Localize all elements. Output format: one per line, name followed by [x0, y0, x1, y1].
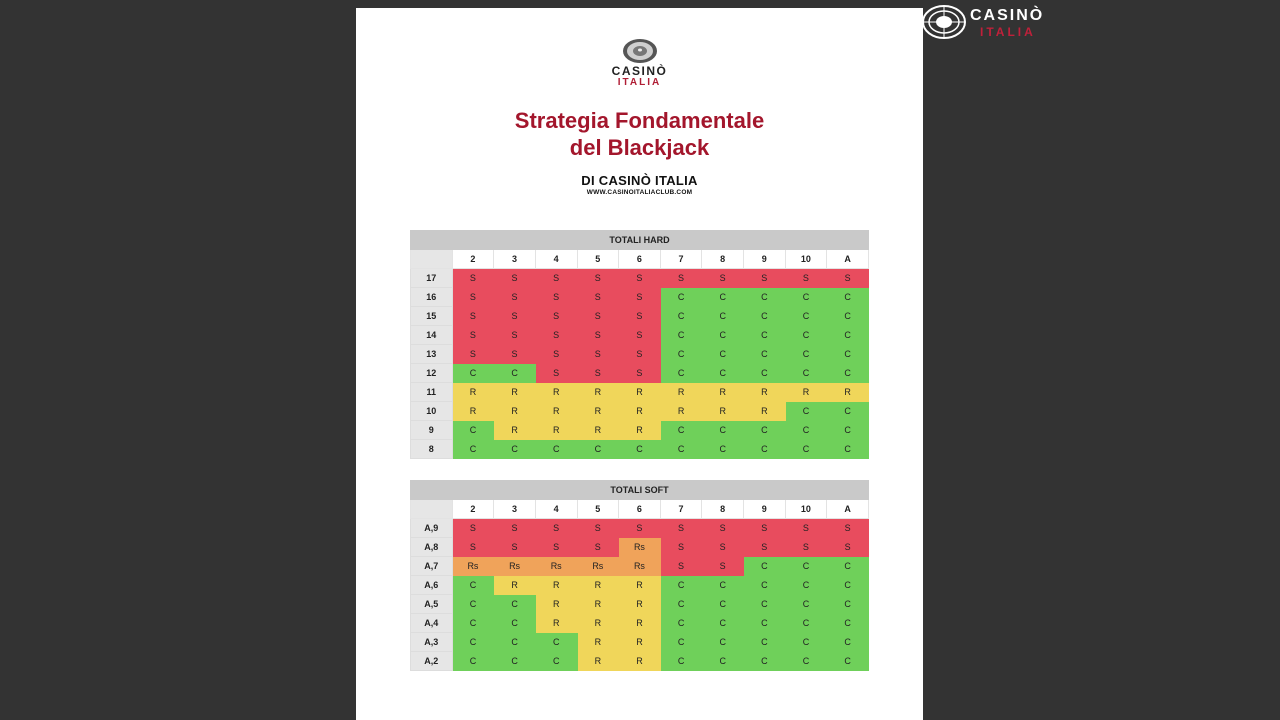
column-header: 5	[577, 500, 619, 519]
strategy-cell: S	[494, 307, 536, 326]
strategy-cell: C	[660, 633, 702, 652]
strategy-cell: C	[827, 652, 869, 671]
strategy-cell: S	[785, 538, 827, 557]
strategy-cell: C	[744, 576, 786, 595]
strategy-cell: C	[619, 440, 661, 459]
strategy-cell: S	[744, 269, 786, 288]
strategy-cell: C	[785, 576, 827, 595]
column-header: 2	[452, 500, 494, 519]
strategy-cell: S	[452, 538, 494, 557]
strategy-cell: R	[577, 652, 619, 671]
column-header: A	[827, 500, 869, 519]
row-label: 12	[411, 364, 453, 383]
strategy-cell: C	[494, 614, 536, 633]
strategy-cell: S	[452, 519, 494, 538]
strategy-cell: C	[494, 633, 536, 652]
table-row	[411, 307, 869, 326]
strategy-cell: C	[660, 307, 702, 326]
table-row	[411, 421, 869, 440]
table-row	[411, 652, 869, 671]
strategy-cell: S	[535, 538, 577, 557]
column-header: 3	[494, 250, 536, 269]
strategy-cell: C	[827, 402, 869, 421]
strategy-cell: R	[785, 383, 827, 402]
strategy-cell: S	[535, 269, 577, 288]
strategy-cell: S	[452, 326, 494, 345]
strategy-cell: R	[577, 595, 619, 614]
document-byline: DI CASINÒ ITALIA	[581, 173, 698, 188]
strategy-cell: S	[827, 519, 869, 538]
strategy-cell: R	[452, 402, 494, 421]
table-corner	[411, 250, 453, 269]
column-header: 10	[785, 250, 827, 269]
strategy-cell: S	[494, 345, 536, 364]
strategy-cell: C	[702, 421, 744, 440]
row-label: 16	[411, 288, 453, 307]
strategy-cell: S	[619, 326, 661, 345]
table-row	[411, 538, 869, 557]
strategy-cell: C	[785, 595, 827, 614]
strategy-cell: C	[452, 440, 494, 459]
strategy-cell: C	[452, 633, 494, 652]
strategy-cell: R	[660, 402, 702, 421]
strategy-cell: S	[452, 345, 494, 364]
table-title: TOTALI HARD	[411, 231, 869, 250]
strategy-cell: C	[827, 595, 869, 614]
strategy-cell: C	[660, 421, 702, 440]
strategy-cell: C	[702, 614, 744, 633]
strategy-cell: S	[660, 557, 702, 576]
strategy-cell: S	[494, 538, 536, 557]
strategy-cell: C	[744, 326, 786, 345]
table-row	[411, 326, 869, 345]
strategy-cell: C	[702, 345, 744, 364]
strategy-cell: C	[827, 345, 869, 364]
column-header: 8	[702, 250, 744, 269]
row-label: 13	[411, 345, 453, 364]
strategy-cell: C	[744, 557, 786, 576]
strategy-cell: C	[660, 326, 702, 345]
strategy-cell: S	[452, 307, 494, 326]
strategy-cell: C	[660, 576, 702, 595]
strategy-cell: C	[660, 614, 702, 633]
row-label: 10	[411, 402, 453, 421]
row-label: A,5	[411, 595, 453, 614]
strategy-cell: C	[785, 440, 827, 459]
strategy-cell: C	[744, 345, 786, 364]
strategy-cell: S	[702, 269, 744, 288]
strategy-cell: C	[660, 440, 702, 459]
strategy-cell: C	[744, 364, 786, 383]
strategy-cell: C	[827, 576, 869, 595]
column-header: 9	[744, 250, 786, 269]
document-logo-brand-top: CASINÒ	[611, 64, 668, 78]
table-row	[411, 269, 869, 288]
strategy-cell: C	[785, 307, 827, 326]
column-header: 9	[744, 500, 786, 519]
column-header: 6	[619, 250, 661, 269]
strategy-cell: C	[535, 652, 577, 671]
strategy-cell: C	[785, 557, 827, 576]
strategy-cell: C	[744, 288, 786, 307]
strategy-cell: S	[494, 269, 536, 288]
strategy-cell: C	[744, 614, 786, 633]
strategy-cell: C	[827, 288, 869, 307]
strategy-cell: C	[494, 595, 536, 614]
strategy-cell: C	[702, 288, 744, 307]
document-title-line1: Strategia Fondamentale	[514, 108, 765, 133]
strategy-cell: R	[535, 383, 577, 402]
column-header: 4	[535, 250, 577, 269]
strategy-cell: C	[744, 421, 786, 440]
strategy-cell: S	[785, 519, 827, 538]
strategy-cell: C	[785, 402, 827, 421]
strategy-cell: S	[577, 345, 619, 364]
strategy-cell: C	[535, 633, 577, 652]
strategy-cell: C	[452, 652, 494, 671]
strategy-cell: C	[660, 345, 702, 364]
row-label: 14	[411, 326, 453, 345]
strategy-cell: C	[827, 364, 869, 383]
column-header: 6	[619, 500, 661, 519]
strategy-cell: R	[827, 383, 869, 402]
corner-logo-brand-top: CASINÒ	[970, 7, 1045, 24]
strategy-cell: R	[494, 576, 536, 595]
row-label: 8	[411, 440, 453, 459]
strategy-cell: S	[577, 269, 619, 288]
document-logo	[356, 38, 923, 88]
strategy-cell: C	[702, 326, 744, 345]
strategy-cell: R	[535, 614, 577, 633]
strategy-cell: S	[619, 519, 661, 538]
strategy-cell: C	[827, 326, 869, 345]
strategy-cell: R	[619, 421, 661, 440]
strategy-cell: C	[702, 576, 744, 595]
column-header: 10	[785, 500, 827, 519]
strategy-cell: C	[452, 421, 494, 440]
strategy-cell: Rs	[619, 557, 661, 576]
column-header: 7	[660, 250, 702, 269]
row-label: A,6	[411, 576, 453, 595]
strategy-cell: R	[494, 383, 536, 402]
strategy-cell: C	[702, 307, 744, 326]
corner-logo-brand-bottom: ITALIA	[980, 25, 1036, 39]
strategy-cell: R	[452, 383, 494, 402]
table-row	[411, 345, 869, 364]
strategy-cell: R	[619, 614, 661, 633]
soft-totals-table	[410, 480, 869, 671]
strategy-cell: C	[494, 440, 536, 459]
document-url: WWW.CASINOITALIACLUB.COM	[586, 189, 693, 196]
strategy-cell: R	[744, 383, 786, 402]
strategy-cell: C	[827, 557, 869, 576]
strategy-cell: C	[660, 288, 702, 307]
table-row	[411, 595, 869, 614]
column-header: 3	[494, 500, 536, 519]
column-header: 7	[660, 500, 702, 519]
strategy-cell: C	[744, 440, 786, 459]
strategy-cell: Rs	[619, 538, 661, 557]
strategy-cell: C	[702, 652, 744, 671]
strategy-cell: C	[744, 595, 786, 614]
row-label: 9	[411, 421, 453, 440]
strategy-cell: S	[577, 538, 619, 557]
table-row	[411, 576, 869, 595]
table-row	[411, 519, 869, 538]
strategy-cell: C	[785, 326, 827, 345]
strategy-cell: S	[619, 269, 661, 288]
strategy-cell: C	[660, 652, 702, 671]
strategy-cell: S	[577, 288, 619, 307]
strategy-cell: C	[827, 614, 869, 633]
strategy-cell: S	[494, 288, 536, 307]
strategy-cell: S	[619, 288, 661, 307]
table-row	[411, 364, 869, 383]
strategy-cell: R	[702, 402, 744, 421]
row-label: A,9	[411, 519, 453, 538]
strategy-cell: S	[660, 519, 702, 538]
strategy-cell: Rs	[577, 557, 619, 576]
strategy-cell: R	[619, 595, 661, 614]
strategy-cell: S	[494, 326, 536, 345]
strategy-cell: R	[744, 402, 786, 421]
strategy-cell: C	[702, 440, 744, 459]
corner-logo	[922, 4, 1052, 40]
strategy-cell: C	[452, 364, 494, 383]
column-header: 8	[702, 500, 744, 519]
strategy-cell: R	[577, 633, 619, 652]
strategy-cell: R	[619, 652, 661, 671]
strategy-cell: C	[827, 440, 869, 459]
strategy-cell: R	[619, 633, 661, 652]
strategy-cell: S	[577, 519, 619, 538]
table-row	[411, 383, 869, 402]
strategy-cell: C	[744, 307, 786, 326]
strategy-cell: S	[535, 519, 577, 538]
strategy-cell: R	[494, 421, 536, 440]
table-row	[411, 440, 869, 459]
strategy-cell: R	[660, 383, 702, 402]
column-header: 4	[535, 500, 577, 519]
row-label: A,8	[411, 538, 453, 557]
strategy-cell: C	[452, 614, 494, 633]
strategy-cell: C	[827, 307, 869, 326]
table-row	[411, 288, 869, 307]
strategy-cell: S	[535, 364, 577, 383]
strategy-cell: C	[785, 345, 827, 364]
strategy-cell: S	[827, 269, 869, 288]
strategy-cell: C	[702, 633, 744, 652]
table-row	[411, 557, 869, 576]
document-title	[356, 107, 923, 161]
strategy-cell: C	[452, 576, 494, 595]
strategy-cell: C	[785, 614, 827, 633]
strategy-cell: S	[619, 307, 661, 326]
strategy-cell: S	[535, 307, 577, 326]
table-row	[411, 633, 869, 652]
strategy-cell: C	[535, 440, 577, 459]
strategy-cell: S	[827, 538, 869, 557]
strategy-cell: C	[785, 421, 827, 440]
row-label: A,4	[411, 614, 453, 633]
strategy-cell: C	[452, 595, 494, 614]
strategy-cell: R	[535, 402, 577, 421]
strategy-cell: R	[577, 576, 619, 595]
strategy-cell: R	[494, 402, 536, 421]
column-header: A	[827, 250, 869, 269]
strategy-cell: R	[535, 421, 577, 440]
strategy-cell: S	[660, 538, 702, 557]
strategy-cell: R	[577, 402, 619, 421]
strategy-cell: Rs	[494, 557, 536, 576]
column-header: 2	[452, 250, 494, 269]
table-corner	[411, 500, 453, 519]
strategy-cell: C	[660, 595, 702, 614]
strategy-cell: C	[827, 633, 869, 652]
strategy-cell: R	[619, 383, 661, 402]
strategy-cell: S	[577, 364, 619, 383]
strategy-cell: R	[577, 614, 619, 633]
strategy-cell: C	[660, 364, 702, 383]
strategy-cell: S	[660, 269, 702, 288]
strategy-cell: S	[744, 519, 786, 538]
strategy-cell: C	[702, 364, 744, 383]
strategy-cell: C	[785, 633, 827, 652]
strategy-cell: S	[619, 345, 661, 364]
strategy-cell: S	[619, 364, 661, 383]
strategy-cell: Rs	[452, 557, 494, 576]
strategy-cell: R	[619, 576, 661, 595]
document-page	[356, 8, 923, 720]
strategy-cell: S	[452, 288, 494, 307]
strategy-cell: S	[577, 326, 619, 345]
strategy-cell: S	[702, 519, 744, 538]
row-label: 15	[411, 307, 453, 326]
column-header: 5	[577, 250, 619, 269]
strategy-cell: Rs	[535, 557, 577, 576]
strategy-cell: C	[702, 595, 744, 614]
strategy-cell: S	[535, 288, 577, 307]
strategy-cell: C	[744, 652, 786, 671]
hard-totals-table	[410, 230, 869, 459]
strategy-cell: R	[577, 383, 619, 402]
row-label: A,3	[411, 633, 453, 652]
strategy-cell: C	[785, 652, 827, 671]
strategy-cell: C	[577, 440, 619, 459]
strategy-cell: R	[535, 595, 577, 614]
row-label: 11	[411, 383, 453, 402]
strategy-cell: C	[744, 633, 786, 652]
strategy-cell: R	[577, 421, 619, 440]
strategy-cell: R	[702, 383, 744, 402]
document-title-line2: del Blackjack	[569, 135, 710, 160]
document-logo-brand-bottom: ITALIA	[617, 77, 662, 88]
strategy-cell: C	[785, 364, 827, 383]
strategy-cell: S	[494, 519, 536, 538]
table-title: TOTALI SOFT	[411, 481, 869, 500]
strategy-cell: C	[785, 288, 827, 307]
strategy-cell: S	[744, 538, 786, 557]
strategy-cell: R	[535, 576, 577, 595]
table-row	[411, 402, 869, 421]
strategy-cell: R	[619, 402, 661, 421]
strategy-cell: C	[494, 364, 536, 383]
strategy-cell: C	[827, 421, 869, 440]
row-label: 17	[411, 269, 453, 288]
strategy-cell: S	[535, 345, 577, 364]
table-row	[411, 614, 869, 633]
strategy-cell: C	[494, 652, 536, 671]
strategy-cell: S	[452, 269, 494, 288]
strategy-cell: S	[702, 557, 744, 576]
strategy-cell: S	[535, 326, 577, 345]
strategy-cell: S	[702, 538, 744, 557]
row-label: A,2	[411, 652, 453, 671]
row-label: A,7	[411, 557, 453, 576]
strategy-cell: S	[577, 307, 619, 326]
strategy-cell: S	[785, 269, 827, 288]
roulette-wheel-icon	[922, 4, 966, 40]
roulette-wheel-icon	[622, 38, 658, 64]
